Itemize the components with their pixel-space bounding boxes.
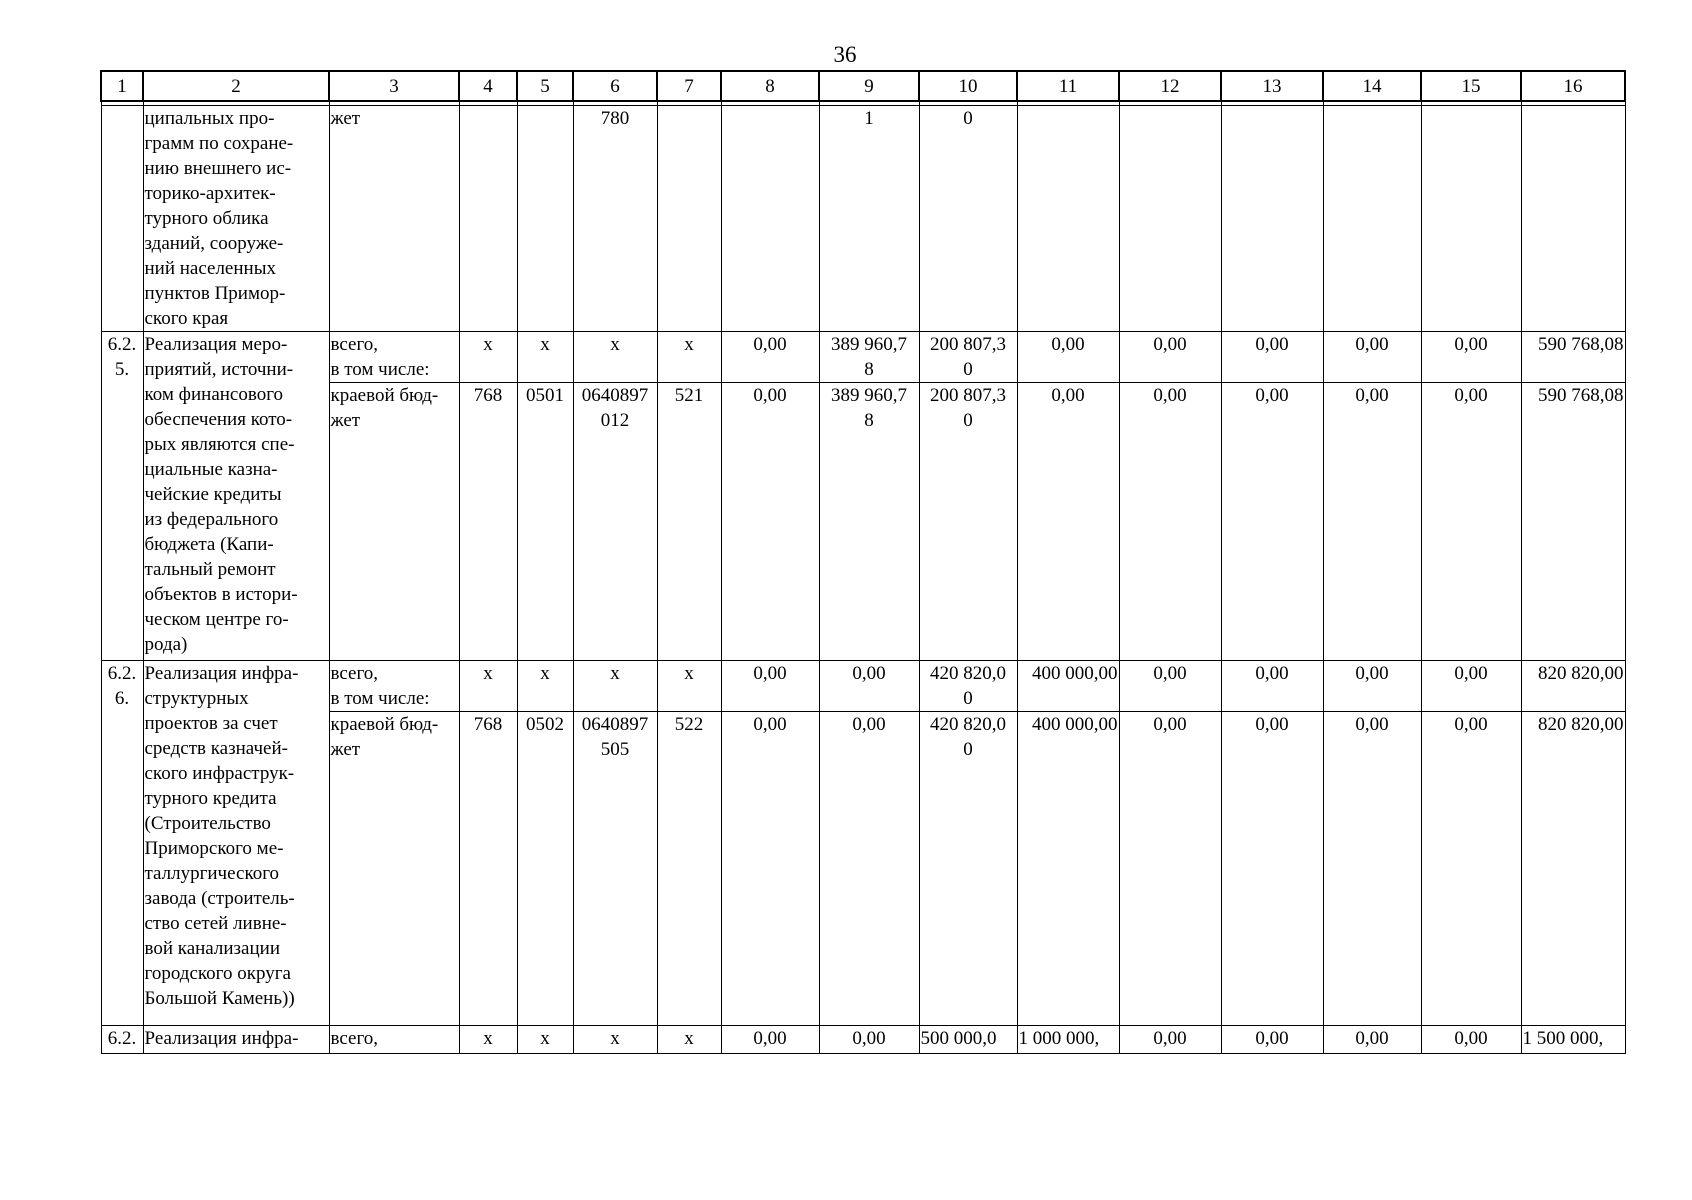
cell-col6: 0640897 505: [573, 712, 657, 1026]
cell-col11: 1 000 000,: [1017, 1026, 1119, 1054]
cell-col4: х: [459, 332, 517, 383]
cell-col9: 389 960,7 8: [819, 383, 919, 661]
item-number-cell: 6.2. 6.: [101, 661, 143, 1026]
item-number-cell: 6.2.: [101, 1026, 143, 1054]
col-header-12: 12: [1119, 71, 1221, 101]
cell-col16: 590 768,08: [1521, 383, 1625, 661]
cell-col16: 590 768,08: [1521, 332, 1625, 383]
col-header-10: 10: [919, 71, 1017, 101]
table-row: [101, 661, 1625, 712]
funding-source-cell: всего, в том числе:: [329, 661, 459, 712]
cell-col16: 820 820,00: [1521, 661, 1625, 712]
cell-col10: 200 807,3 0: [919, 383, 1017, 661]
cell-col5: 0501: [517, 383, 573, 661]
col-header-7: 7: [657, 71, 721, 101]
cell-col6: х: [573, 1026, 657, 1054]
cell-col15: 0,00: [1421, 1026, 1521, 1054]
cell-col14: 0,00: [1323, 332, 1421, 383]
cell-col10: 420 820,0 0: [919, 712, 1017, 1026]
measure-name-cell: Реализация меро- приятий, источни- ком финансового обеспечения кото- рых являются спе- циальные казна- чейские кредиты из федерального бюджета (Капи- тальный ремонт объектов в истори- ческом центре го- рода): [143, 332, 329, 661]
cell-col6: 780: [573, 106, 657, 332]
cell-col4: 768: [459, 383, 517, 661]
cell-col5: 0502: [517, 712, 573, 1026]
funding-source-cell: всего,: [329, 1026, 459, 1054]
funding-source-cell: краевой бюд- жет: [329, 383, 459, 661]
cell-col5: х: [517, 1026, 573, 1054]
cell-col5: х: [517, 661, 573, 712]
cell-col6: х: [573, 661, 657, 712]
measure-name-cell: ципальных про- грамм по сохране- нию внешнего ис- торико-архитек- турного облика зданий, сооруже- ний населенных пунктов Примор- ского края: [143, 106, 329, 332]
cell-col15: 0,00: [1421, 712, 1521, 1026]
cell-col6: х: [573, 332, 657, 383]
cell-col7: х: [657, 1026, 721, 1054]
cell-col12: 0,00: [1119, 712, 1221, 1026]
cell-col16: 820 820,00: [1521, 712, 1625, 1026]
cell-col7: х: [657, 661, 721, 712]
cell-col14: 0,00: [1323, 383, 1421, 661]
col-header-14: 14: [1323, 71, 1421, 101]
cell-col12: 0,00: [1119, 332, 1221, 383]
item-number-cell: 6.2. 5.: [101, 332, 143, 661]
table-row: [101, 332, 1625, 383]
cell-col13: 0,00: [1221, 661, 1323, 712]
cell-col13: 0,00: [1221, 1026, 1323, 1054]
cell-col12: 0,00: [1119, 661, 1221, 712]
cell-col15: 0,00: [1421, 383, 1521, 661]
col-header-6: 6: [573, 71, 657, 101]
cell-col6: 0640897 012: [573, 383, 657, 661]
cell-col11: 400 000,00: [1017, 661, 1119, 712]
cell-col5: х: [517, 332, 573, 383]
col-header-9: 9: [819, 71, 919, 101]
cell-col14: 0,00: [1323, 661, 1421, 712]
cell-col10: 500 000,0: [919, 1026, 1017, 1054]
cell-col7: х: [657, 332, 721, 383]
col-header-4: 4: [459, 71, 517, 101]
col-header-13: 13: [1221, 71, 1323, 101]
cell-col8: 0,00: [721, 1026, 819, 1054]
col-header-16: 16: [1521, 71, 1625, 101]
cell-col11: 0,00: [1017, 332, 1119, 383]
cell-col4: 768: [459, 712, 517, 1026]
cell-col10: 200 807,3 0: [919, 332, 1017, 383]
cell-col11: 0,00: [1017, 383, 1119, 661]
cell-col16: 1 500 000,: [1521, 1026, 1625, 1054]
cell-col10: 420 820,0 0: [919, 661, 1017, 712]
cell-col10: 0: [919, 106, 1017, 332]
cell-col13: 0,00: [1221, 383, 1323, 661]
col-header-5: 5: [517, 71, 573, 101]
cell-col4: х: [459, 1026, 517, 1054]
col-header-8: 8: [721, 71, 819, 101]
col-header-1: 1: [101, 71, 143, 101]
col-header-2: 2: [143, 71, 329, 101]
cell-col9: 0,00: [819, 661, 919, 712]
funding-source-cell: краевой бюд- жет: [329, 712, 459, 1026]
cell-col7: 521: [657, 383, 721, 661]
column-number-row: [101, 71, 1625, 101]
cell-col13: 0,00: [1221, 332, 1323, 383]
cell-col15: 0,00: [1421, 332, 1521, 383]
table-row: [101, 712, 1625, 1026]
page-number: 36: [833, 42, 857, 67]
table-row: [101, 383, 1625, 661]
cell-col13: 0,00: [1221, 712, 1323, 1026]
table-row: [101, 1026, 1625, 1054]
budget-table: [100, 70, 1626, 1054]
cell-col4: х: [459, 661, 517, 712]
funding-source-cell: всего, в том числе:: [329, 332, 459, 383]
cell-col11: 400 000,00: [1017, 712, 1119, 1026]
cell-col8: 0,00: [721, 712, 819, 1026]
col-header-11: 11: [1017, 71, 1119, 101]
col-header-15: 15: [1421, 71, 1521, 101]
cell-col8: 0,00: [721, 383, 819, 661]
cell-col15: 0,00: [1421, 661, 1521, 712]
cell-col14: 0,00: [1323, 712, 1421, 1026]
cell-col8: 0,00: [721, 332, 819, 383]
funding-source-cell: жет: [329, 106, 459, 332]
cell-col8: 0,00: [721, 661, 819, 712]
cell-col12: 0,00: [1119, 383, 1221, 661]
cell-col12: 0,00: [1119, 1026, 1221, 1054]
cell-col9: 0,00: [819, 1026, 919, 1054]
cell-col9: 1: [819, 106, 919, 332]
col-header-3: 3: [329, 71, 459, 101]
cell-col9: 389 960,7 8: [819, 332, 919, 383]
table-row: [101, 106, 1625, 332]
cell-col9: 0,00: [819, 712, 919, 1026]
cell-col14: 0,00: [1323, 1026, 1421, 1054]
cell-col7: 522: [657, 712, 721, 1026]
measure-name-cell: Реализация инфра- структурных проектов за счет средств казначей- ского инфраструк- турного кредита (Строительство Приморского ме- таллургического завода (строитель- ство сетей ливне- вой канализации городского округа Большой Камень)): [143, 661, 329, 1026]
measure-name-cell: Реализация инфра-: [143, 1026, 329, 1054]
